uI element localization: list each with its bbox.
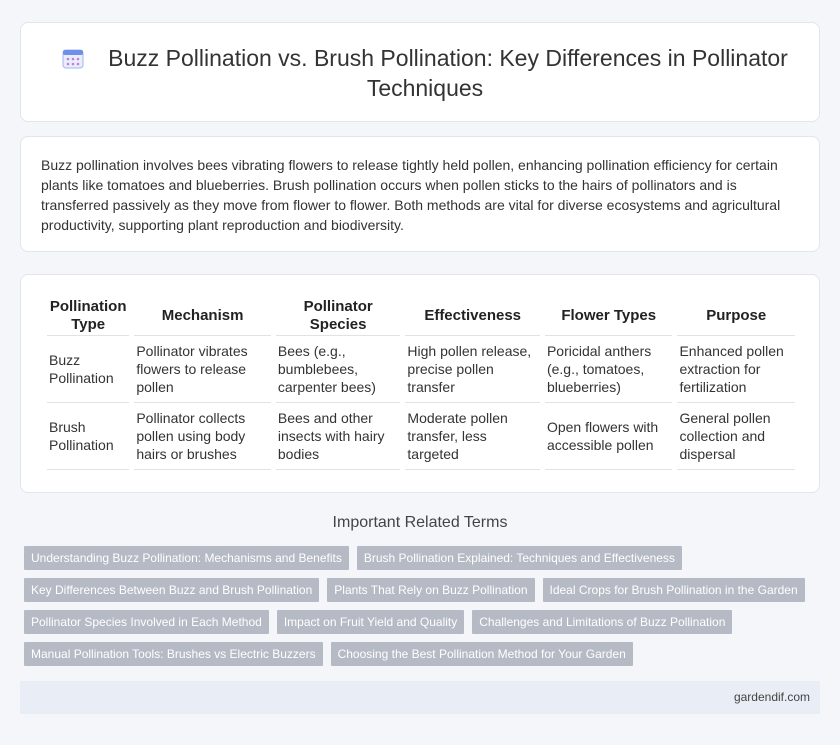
table-cell: Open flowers with accessible pollen: [545, 403, 673, 470]
title-card: [20, 22, 820, 122]
table-cell: General pollen collection and dispersal: [677, 403, 795, 470]
table-cell: Bees (e.g., bumblebees, carpenter bees): [276, 336, 401, 403]
related-term-link[interactable]: Plants That Rely on Buzz Pollination: [327, 578, 534, 602]
table-row: [47, 336, 795, 403]
table-cell: Brush Pollination: [47, 403, 129, 470]
table-cell: Bees and other insects with hairy bodies: [276, 403, 401, 470]
table-cell: Poricidal anthers (e.g., tomatoes, blueberries): [545, 336, 673, 403]
related-term-link[interactable]: Ideal Crops for Brush Pollination in the Garden: [543, 578, 805, 602]
header-effectiveness: Effectiveness: [405, 297, 540, 336]
related-term-link[interactable]: Impact on Fruit Yield and Quality: [277, 610, 464, 634]
footer: [20, 681, 820, 714]
table-header-row: [47, 297, 795, 336]
table-row: [47, 403, 795, 470]
header-pollination-type: Pollination Type: [47, 297, 129, 336]
table-cell: Pollinator collects pollen using body hairs or brushes: [134, 403, 271, 470]
header-flower-types: Flower Types: [545, 297, 673, 336]
calendar-icon: [62, 47, 84, 69]
table-cell: Moderate pollen transfer, less targeted: [405, 403, 540, 470]
related-term-link[interactable]: Choosing the Best Pollination Method for Your Garden: [331, 642, 633, 666]
header-mechanism: Mechanism: [134, 297, 271, 336]
related-term-link[interactable]: Pollinator Species Involved in Each Method: [24, 610, 269, 634]
header-purpose: Purpose: [677, 297, 795, 336]
intro-paragraph: Buzz pollination involves bees vibrating flowers to release tightly held pollen, enhancing pollination efficiency for certain plants like tomatoes and blueberries. Brush pollination occurs when pollen sticks to the hairs of pollinators and is transferred passively as they move from flower to flower. Both methods are vital for diverse ecosystems and agricultural productivity, supporting plant reproduction and biodiversity.: [41, 157, 781, 233]
related-term-link[interactable]: Key Differences Between Buzz and Brush Pollination: [24, 578, 319, 602]
table-cell: High pollen release, precise pollen transfer: [405, 336, 540, 403]
footer-site-link[interactable]: gardendif.com: [733, 690, 810, 704]
related-terms-list: [24, 546, 804, 674]
table-cell: Enhanced pollen extraction for fertilization: [677, 336, 795, 403]
related-term-link[interactable]: Challenges and Limitations of Buzz Pollination: [472, 610, 732, 634]
header-pollinator-species: Pollinator Species: [276, 297, 401, 336]
table-cell: Pollinator vibrates flowers to release pollen: [134, 336, 271, 403]
comparison-card: [20, 274, 820, 493]
related-term-link[interactable]: Manual Pollination Tools: Brushes vs Electric Buzzers: [24, 642, 323, 666]
related-term-link[interactable]: Brush Pollination Explained: Techniques and Effectiveness: [357, 546, 682, 570]
intro-card: [20, 136, 820, 252]
page-title-text: Buzz Pollination vs. Brush Pollination: Key Differences in Pollinator Techniques: [108, 45, 788, 101]
comparison-table: [42, 297, 800, 470]
page-title: [51, 43, 799, 103]
related-term-link[interactable]: Understanding Buzz Pollination: Mechanisms and Benefits: [24, 546, 349, 570]
table-cell: Buzz Pollination: [47, 336, 129, 403]
related-terms-heading: Important Related Terms: [332, 514, 508, 531]
